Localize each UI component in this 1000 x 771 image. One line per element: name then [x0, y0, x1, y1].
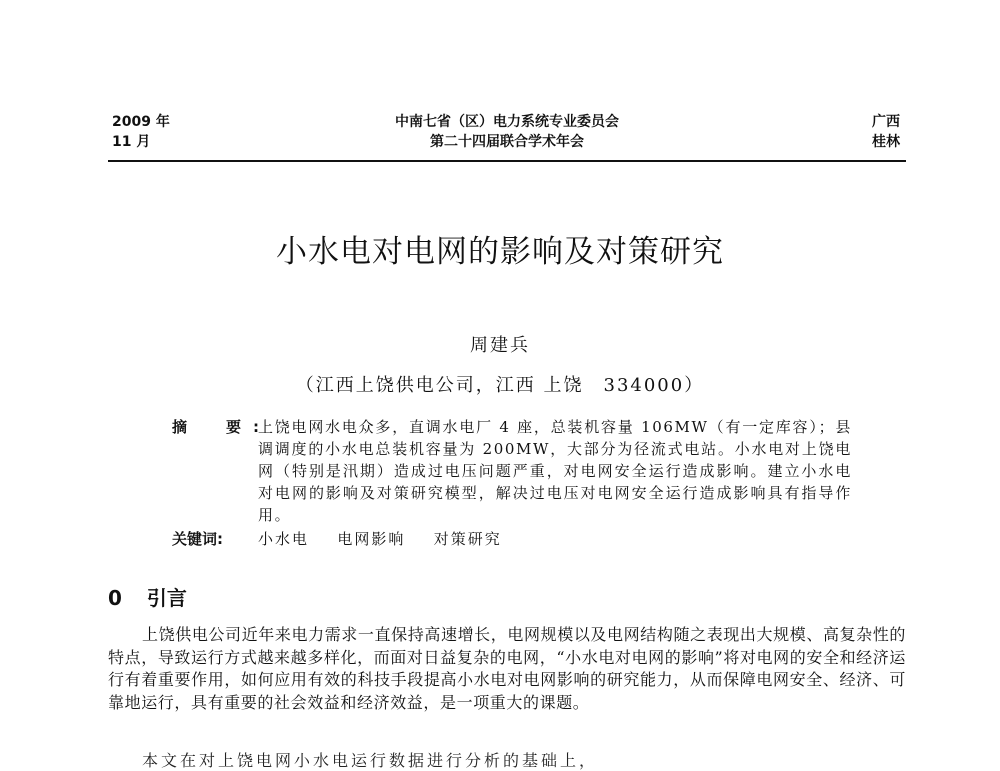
header-city: 桂林	[872, 134, 900, 150]
header-location	[872, 112, 900, 152]
intro-paragraph: 上饶供电公司近年来电力需求一直保持高速增长，电网规模以及电网结构随之表现出大规模、高复杂性的特点，导致运行方式越来越多样化，而面对日益复杂的电网，“小水电对电网的影响”将对电网的安全和经济运行有着重要作用，如何应用有效的科技手段提高小水电对电网影响的研究能力，从而保障电网安全、经济、可靠地运行，具有重要的社会效益和经济效益，是一项重大的课题。	[108, 625, 906, 712]
header-session: 第二十四届联合学术年会	[430, 134, 584, 150]
conference-header	[108, 110, 906, 162]
header-year: 2009 年	[112, 114, 170, 130]
author-affiliation: （江西上饶供电公司，江西 上饶 334000）	[295, 375, 705, 396]
abstract-block	[172, 416, 852, 550]
header-month: 11 月	[112, 134, 151, 150]
section-heading	[108, 582, 187, 611]
keyword-item: 对策研究	[433, 530, 502, 548]
keyword-item: 小水电	[258, 530, 310, 548]
section-title: 引言	[146, 586, 187, 610]
keywords-row	[172, 528, 852, 550]
keywords-label: 关键词:	[172, 530, 223, 548]
paper-title: 小水电对电网的影响及对策研究	[276, 234, 724, 270]
header-committee: 中南七省（区）电力系统专业委员会	[395, 114, 619, 130]
abstract-row	[172, 416, 852, 526]
abstract-label: 摘 要:	[172, 418, 271, 436]
keyword-item: 电网影响	[337, 530, 406, 548]
paper-author: 周建兵	[470, 335, 530, 356]
abstract-text: 上饶电网水电众多，直调水电厂 4 座，总装机容量 106MW（有一定库容）；县调调度的小水电总装机容量为 200MW，大部分为径流式电站。小水电对上饶电网（特别是汛期）造成过电压问题严重，对电网安全运行造成影响。建立小水电对电网的影响及对策研究模型，解决过电压对电网安全运行造成影响具有指导作用。	[258, 418, 852, 524]
header-conference	[108, 112, 906, 152]
truncated-text-line: 本文在对上饶电网小水电运行数据进行分析的基础上，	[142, 751, 599, 770]
section-number: 0	[108, 586, 122, 610]
header-province: 广西	[872, 114, 900, 130]
keywords-list	[258, 528, 852, 550]
